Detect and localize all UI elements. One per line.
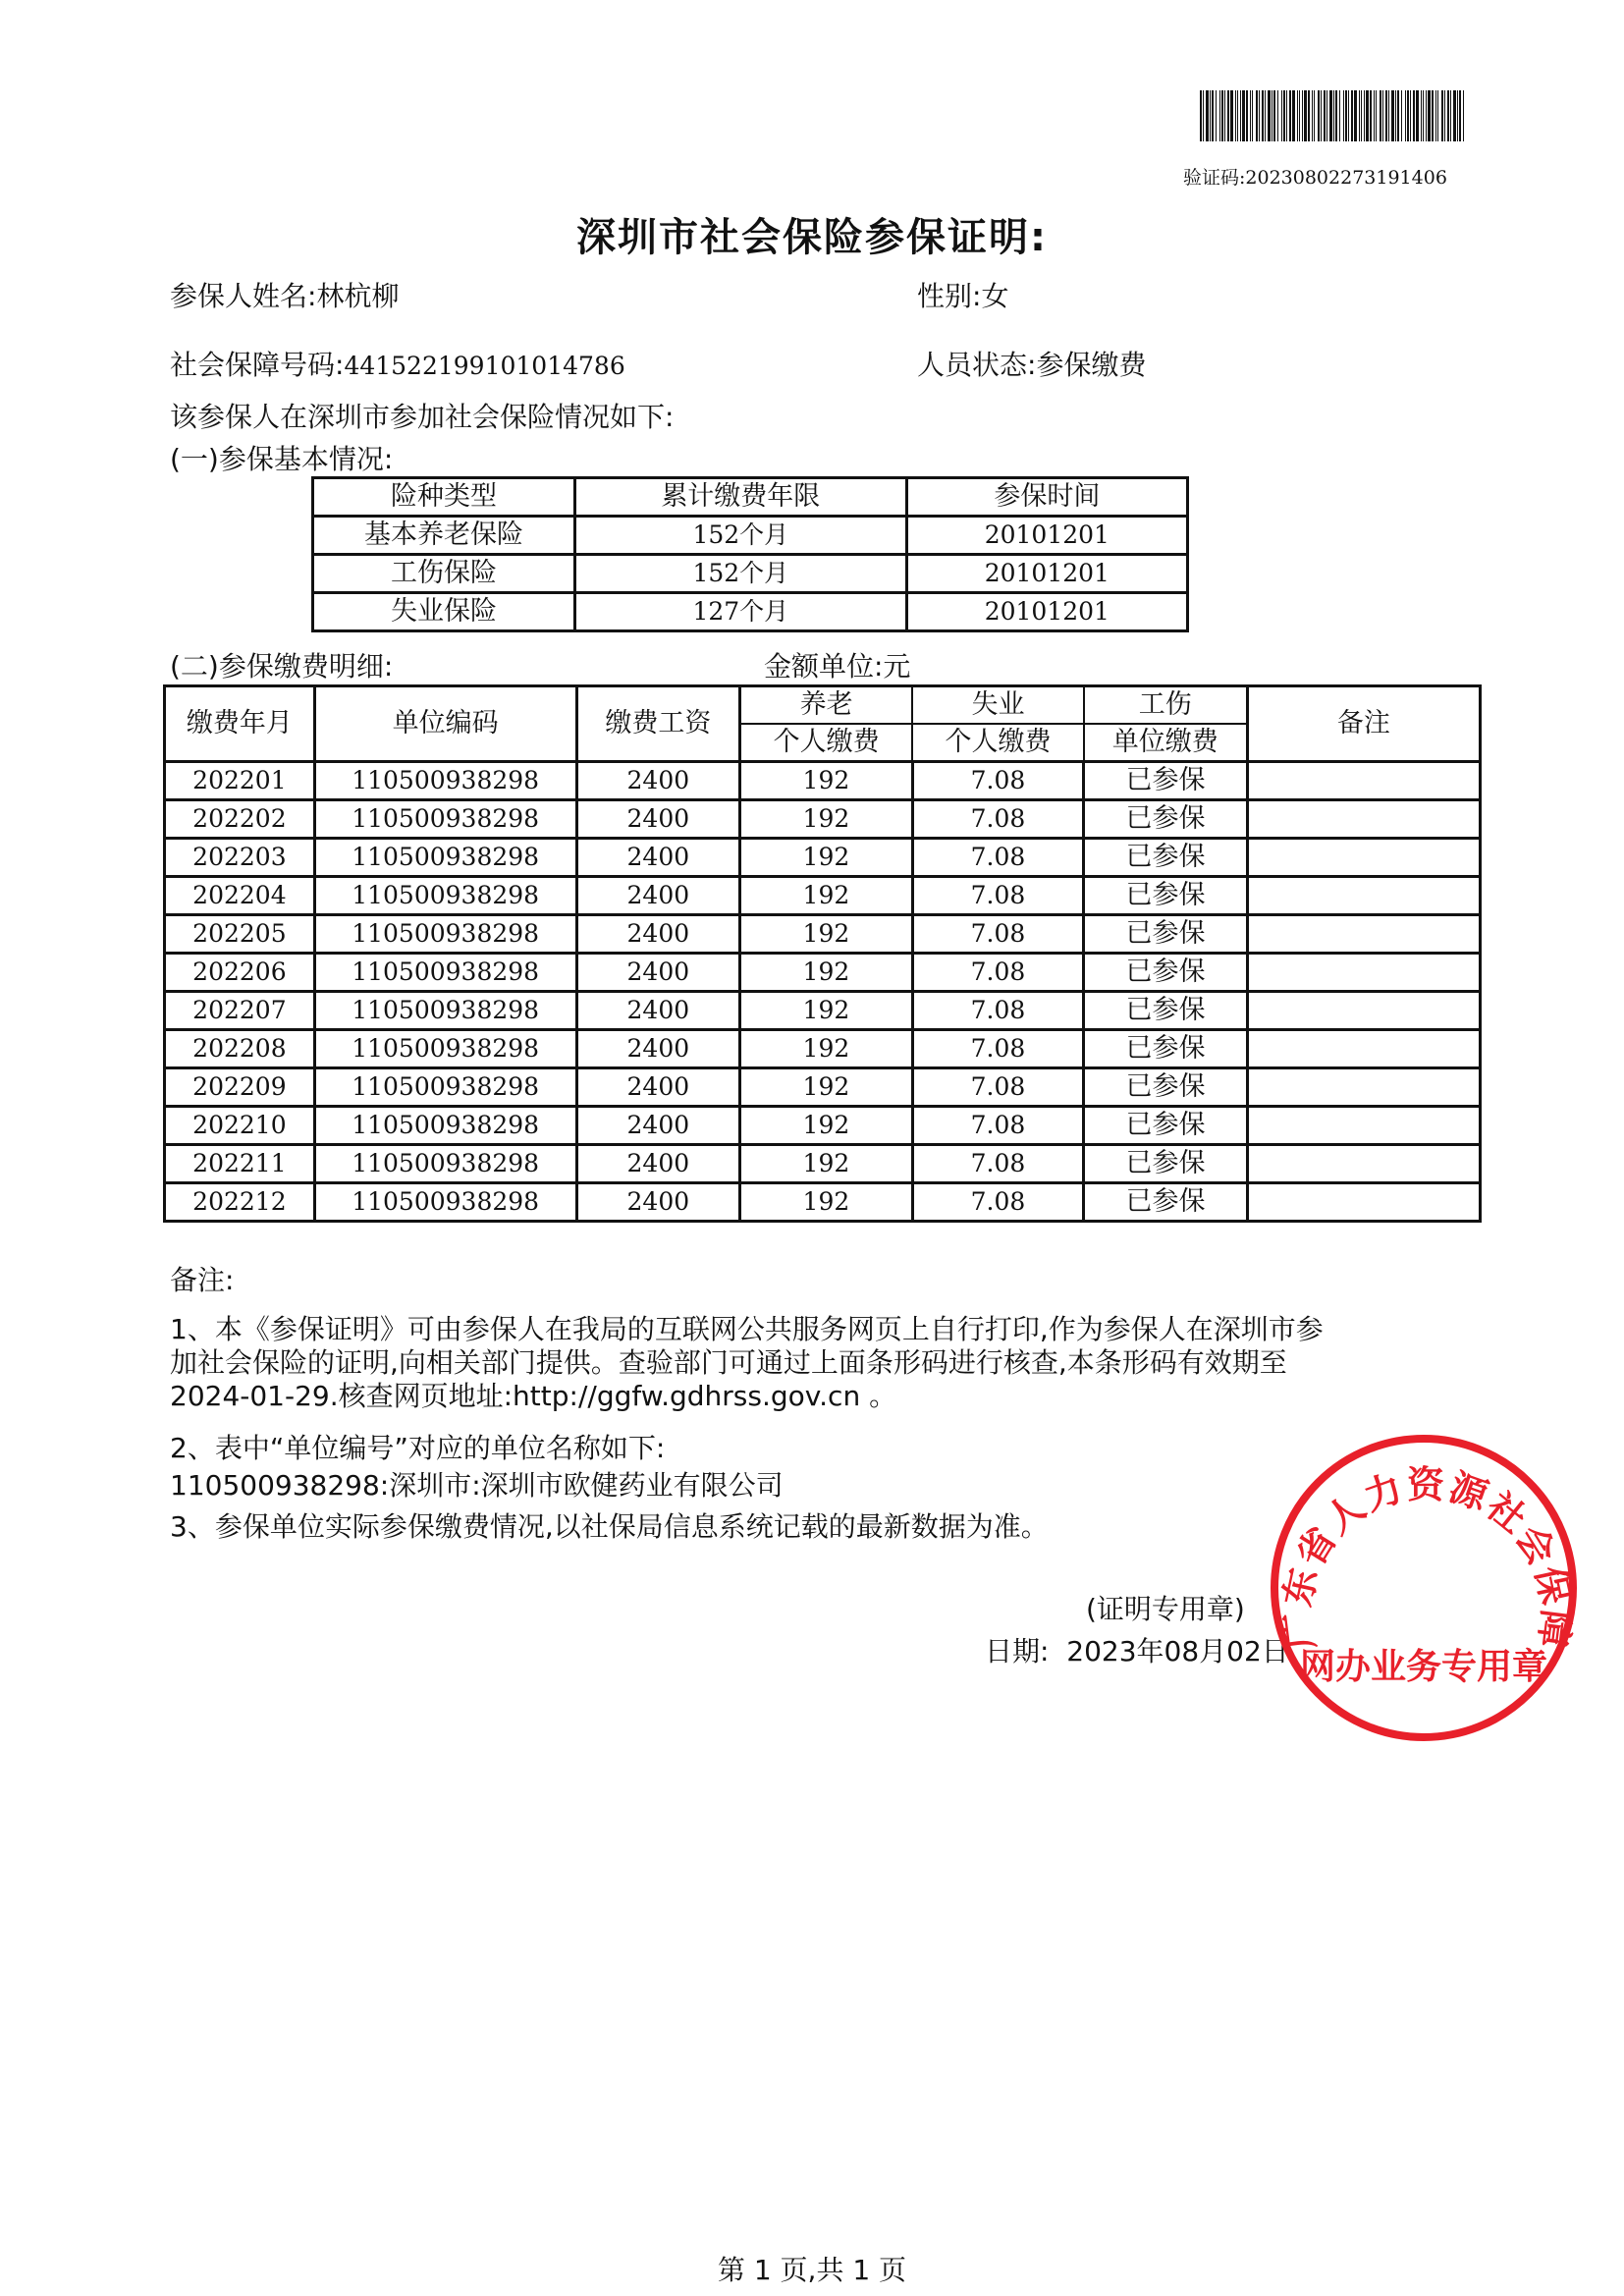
note-1c: 2024-01-29.核查网页地址:http://ggfw.gdhrss.gov.cn 。 <box>170 1380 897 1412</box>
barcode-bar <box>1292 90 1295 141</box>
barcode-bar <box>1308 90 1310 141</box>
table-cell: 110500938298 <box>314 1068 576 1107</box>
barcode-bar <box>1382 90 1383 141</box>
barcode-bar <box>1407 90 1409 141</box>
barcode-bar <box>1297 90 1298 141</box>
table-cell: 192 <box>740 839 913 877</box>
barcode-bar <box>1281 90 1282 141</box>
table-cell: 110500938298 <box>314 1183 576 1222</box>
table-row <box>165 954 1481 992</box>
name-label: 参保人姓名: <box>170 280 317 312</box>
barcode-bar <box>1240 90 1241 141</box>
barcode-bar <box>1321 90 1322 141</box>
seal-outer-text: 广东省人力资源社会保障 <box>1273 1462 1580 1653</box>
table-cell: 202205 <box>165 915 315 954</box>
table-row <box>165 800 1481 839</box>
barcode-bar <box>1447 90 1449 141</box>
verify-label: 验证码: <box>1183 167 1246 189</box>
col-pension: 养老 <box>740 686 913 725</box>
barcode-bar <box>1333 90 1334 141</box>
table-cell: 202208 <box>165 1030 315 1068</box>
barcode-bar <box>1268 90 1271 141</box>
table-cell: 2400 <box>576 915 740 954</box>
detail-header-row <box>165 686 1481 725</box>
barcode-bar <box>1318 90 1320 141</box>
table-cell: 192 <box>740 1183 913 1222</box>
table-cell: 已参保 <box>1084 1107 1247 1145</box>
barcode-bar <box>1299 90 1300 141</box>
barcode-bar <box>1351 90 1353 141</box>
barcode-bar <box>1423 90 1424 141</box>
table-cell: 已参保 <box>1084 1145 1247 1183</box>
table-cell <box>1247 1107 1480 1145</box>
basic-header-row <box>313 478 1188 517</box>
basic-cell: 工伤保险 <box>313 555 575 593</box>
barcode-bar <box>1212 90 1214 141</box>
barcode-bar <box>1289 90 1291 141</box>
date-value: 2023年08月02日 <box>1066 1635 1289 1667</box>
barcode-bar <box>1441 90 1443 141</box>
table-row <box>165 1107 1481 1145</box>
barcode-bar <box>1444 90 1445 141</box>
table-cell: 202207 <box>165 992 315 1030</box>
ssn-value: 441522199101014786 <box>344 352 625 380</box>
table-cell: 7.08 <box>912 1145 1084 1183</box>
table-cell: 202206 <box>165 954 315 992</box>
table-cell: 202203 <box>165 839 315 877</box>
table-cell: 110500938298 <box>314 762 576 800</box>
table-cell: 7.08 <box>912 954 1084 992</box>
barcode-bar <box>1304 90 1307 141</box>
intro-text: 该参保人在深圳市参加社会保险情况如下: <box>170 401 675 433</box>
table-cell: 202211 <box>165 1145 315 1183</box>
seal-inner-text: 网办业务专用章 <box>1299 1646 1548 1687</box>
barcode-bar <box>1426 90 1427 141</box>
table-cell: 2400 <box>576 1183 740 1222</box>
table-row <box>165 1030 1481 1068</box>
table-cell <box>1247 954 1480 992</box>
verification-barcode <box>1200 90 1465 141</box>
barcode-bar <box>1364 90 1365 141</box>
table-cell <box>1247 1030 1480 1068</box>
note-2b: 110500938298:深圳市:深圳市欧健药业有限公司 <box>170 1469 784 1502</box>
col-unit-code: 单位编码 <box>314 686 576 762</box>
barcode-bar <box>1210 90 1211 141</box>
basic-cell: 20101201 <box>906 593 1187 631</box>
barcode-bar <box>1421 90 1422 141</box>
table-cell: 已参保 <box>1084 1068 1247 1107</box>
table-cell <box>1247 839 1480 877</box>
table-cell: 192 <box>740 1068 913 1107</box>
section1-heading: (一)参保基本情况: <box>170 443 394 475</box>
table-cell: 7.08 <box>912 800 1084 839</box>
issue-date <box>985 1630 1289 1669</box>
barcode-bar <box>1416 90 1419 141</box>
payment-detail-table <box>163 684 1482 1223</box>
barcode-bar <box>1459 90 1461 141</box>
barcode-bar <box>1246 90 1248 141</box>
table-cell: 192 <box>740 1145 913 1183</box>
basic-row <box>313 555 1188 593</box>
gender-value: 女 <box>981 280 1009 312</box>
note-1b: 加社会保险的证明,向相关部门提供。查验部门可通过上面条形码进行核查,本条形码有效期至 <box>170 1346 1287 1379</box>
basic-cell: 20101201 <box>906 555 1187 593</box>
barcode-bar <box>1345 90 1347 141</box>
table-cell: 7.08 <box>912 762 1084 800</box>
barcode-bar <box>1326 90 1327 141</box>
barcode-bar <box>1361 90 1362 141</box>
table-cell: 2400 <box>576 1030 740 1068</box>
barcode-bar <box>1397 90 1399 141</box>
verify-value: 20230802273191406 <box>1245 167 1447 189</box>
barcode-bar <box>1302 90 1303 141</box>
table-cell: 202201 <box>165 762 315 800</box>
table-cell: 2400 <box>576 839 740 877</box>
table-cell <box>1247 1183 1480 1222</box>
barcode-bar <box>1370 90 1372 141</box>
barcode-bar <box>1286 90 1287 141</box>
basic-cell: 基本养老保险 <box>313 517 575 555</box>
barcode-bar <box>1354 90 1357 141</box>
col-month: 缴费年月 <box>165 686 315 762</box>
status-value: 参保缴费 <box>1036 349 1147 381</box>
barcode-bar <box>1388 90 1389 141</box>
barcode-bar <box>1235 90 1236 141</box>
barcode-bar <box>1366 90 1369 141</box>
table-cell <box>1247 915 1480 954</box>
table-cell: 202204 <box>165 877 315 915</box>
seal-note: (证明专用章) <box>1086 1593 1245 1625</box>
barcode-bar <box>1335 90 1337 141</box>
table-cell: 192 <box>740 877 913 915</box>
barcode-bar <box>1428 90 1431 141</box>
barcode-bar <box>1273 90 1275 141</box>
barcode-bar <box>1376 90 1377 141</box>
table-cell: 7.08 <box>912 915 1084 954</box>
barcode-bar <box>1413 90 1415 141</box>
table-cell <box>1247 1068 1480 1107</box>
barcode-bar <box>1203 90 1204 141</box>
table-cell: 192 <box>740 992 913 1030</box>
col-pension-personal: 个人缴费 <box>740 724 913 762</box>
table-row <box>165 877 1481 915</box>
table-cell: 已参保 <box>1084 877 1247 915</box>
verification-code <box>1183 163 1447 190</box>
basic-row <box>313 517 1188 555</box>
notes-heading: 备注: <box>170 1264 235 1296</box>
table-cell: 2400 <box>576 762 740 800</box>
section2-heading: (二)参保缴费明细: <box>170 650 394 683</box>
col-unemployment: 失业 <box>912 686 1084 725</box>
table-cell: 2400 <box>576 1107 740 1145</box>
barcode-bar <box>1283 90 1285 141</box>
barcode-bar <box>1324 90 1326 141</box>
table-cell: 2400 <box>576 954 740 992</box>
table-cell: 202210 <box>165 1107 315 1145</box>
barcode-bar <box>1206 90 1209 141</box>
table-cell: 7.08 <box>912 992 1084 1030</box>
table-cell: 192 <box>740 800 913 839</box>
gender-label: 性别: <box>917 280 982 312</box>
barcode-bar <box>1230 90 1233 141</box>
barcode-bar <box>1329 90 1332 141</box>
table-cell: 7.08 <box>912 839 1084 877</box>
date-label: 日期: <box>985 1635 1050 1667</box>
table-cell: 7.08 <box>912 1030 1084 1068</box>
barcode-bar <box>1463 90 1464 141</box>
col-injury: 工伤 <box>1084 686 1247 725</box>
barcode-bar <box>1457 90 1458 141</box>
table-cell: 已参保 <box>1084 915 1247 954</box>
table-cell: 已参保 <box>1084 1183 1247 1222</box>
barcode-bar <box>1374 90 1375 141</box>
person-name <box>170 275 399 314</box>
table-cell <box>1247 992 1480 1030</box>
barcode-bar <box>1200 90 1202 141</box>
table-row <box>165 762 1481 800</box>
barcode-bar <box>1453 90 1456 141</box>
table-cell: 7.08 <box>912 1068 1084 1107</box>
table-cell <box>1247 1145 1480 1183</box>
table-cell: 110500938298 <box>314 800 576 839</box>
table-row <box>165 1183 1481 1222</box>
table-cell: 110500938298 <box>314 954 576 992</box>
table-cell: 192 <box>740 1030 913 1068</box>
table-cell: 192 <box>740 915 913 954</box>
basic-insurance-table <box>311 476 1189 632</box>
status-label: 人员状态: <box>917 349 1037 381</box>
barcode-bar <box>1252 90 1253 141</box>
barcode-bar <box>1339 90 1340 141</box>
barcode-bar <box>1385 90 1387 141</box>
table-cell: 2400 <box>576 1145 740 1183</box>
basic-row <box>313 593 1188 631</box>
table-cell: 110500938298 <box>314 877 576 915</box>
barcode-bar <box>1435 90 1436 141</box>
note-3: 3、参保单位实际参保缴费情况,以社保局信息系统记载的最新数据为准。 <box>170 1510 1049 1543</box>
barcode-bar <box>1432 90 1434 141</box>
barcode-bar <box>1262 90 1264 141</box>
table-cell: 7.08 <box>912 877 1084 915</box>
barcode-bar <box>1237 90 1238 141</box>
col-injury-unit: 单位缴费 <box>1084 724 1247 762</box>
official-seal <box>1265 1429 1584 1748</box>
table-cell: 已参保 <box>1084 762 1247 800</box>
barcode-bar <box>1348 90 1349 141</box>
basic-cell: 127个月 <box>574 593 906 631</box>
note-1a: 1、本《参保证明》可由参保人在我局的互联网公共服务网页上自行打印,作为参保人在深圳市参 <box>170 1313 1324 1345</box>
basic-cell: 失业保险 <box>313 593 575 631</box>
barcode-bar <box>1224 90 1225 141</box>
name-value: 林杭柳 <box>316 280 400 312</box>
table-cell: 202212 <box>165 1183 315 1222</box>
table-cell: 192 <box>740 1107 913 1145</box>
barcode-bar <box>1242 90 1245 141</box>
table-cell: 202202 <box>165 800 315 839</box>
person-status <box>917 344 1146 383</box>
table-row <box>165 1068 1481 1107</box>
table-cell: 110500938298 <box>314 1107 576 1145</box>
barcode-bar <box>1405 90 1406 141</box>
barcode-bar <box>1359 90 1360 141</box>
basic-cell: 152个月 <box>574 517 906 555</box>
barcode-bar <box>1401 90 1402 141</box>
barcode-bar <box>1391 90 1394 141</box>
basic-header-cell: 累计缴费年限 <box>574 478 906 517</box>
ssn-label: 社会保障号码: <box>170 349 345 381</box>
barcode-bar <box>1450 90 1451 141</box>
table-cell: 202209 <box>165 1068 315 1107</box>
barcode-bar <box>1221 90 1223 141</box>
barcode-bar <box>1265 90 1266 141</box>
table-row <box>165 1145 1481 1183</box>
page-number: 第 1 页,共 1 页 <box>717 2254 907 2286</box>
table-cell: 7.08 <box>912 1107 1084 1145</box>
table-cell: 110500938298 <box>314 839 576 877</box>
table-cell <box>1247 877 1480 915</box>
table-cell: 110500938298 <box>314 1030 576 1068</box>
person-gender <box>917 275 1008 314</box>
table-cell: 2400 <box>576 877 740 915</box>
table-cell: 已参保 <box>1084 839 1247 877</box>
table-cell: 192 <box>740 954 913 992</box>
barcode-bar <box>1259 90 1260 141</box>
table-cell: 110500938298 <box>314 992 576 1030</box>
barcode-bar <box>1256 90 1258 141</box>
table-cell: 已参保 <box>1084 800 1247 839</box>
table-cell: 已参保 <box>1084 1030 1247 1068</box>
barcode-bar <box>1312 90 1313 141</box>
table-row <box>165 992 1481 1030</box>
barcode-bar <box>1395 90 1396 141</box>
table-cell: 110500938298 <box>314 915 576 954</box>
table-cell <box>1247 762 1480 800</box>
barcode-bar <box>1314 90 1315 141</box>
table-cell: 2400 <box>576 992 740 1030</box>
barcode-bar <box>1227 90 1229 141</box>
barcode-bar <box>1380 90 1381 141</box>
basic-cell: 20101201 <box>906 517 1187 555</box>
barcode-bar <box>1343 90 1344 141</box>
table-cell: 已参保 <box>1084 992 1247 1030</box>
table-row <box>165 839 1481 877</box>
table-row <box>165 915 1481 954</box>
table-cell: 192 <box>740 762 913 800</box>
amount-unit: 金额单位:元 <box>764 650 911 683</box>
barcode-bar <box>1277 90 1278 141</box>
page-title: 深圳市社会保险参保证明: <box>576 215 1048 260</box>
barcode-bar <box>1437 90 1438 141</box>
col-wage: 缴费工资 <box>576 686 740 762</box>
table-cell: 110500938298 <box>314 1145 576 1183</box>
basic-header-cell: 险种类型 <box>313 478 575 517</box>
basic-header-cell: 参保时间 <box>906 478 1187 517</box>
person-ssn <box>170 344 625 383</box>
col-unemployment-personal: 个人缴费 <box>912 724 1084 762</box>
barcode-bar <box>1250 90 1251 141</box>
table-cell: 已参保 <box>1084 954 1247 992</box>
col-remark: 备注 <box>1247 686 1480 762</box>
barcode-bar <box>1219 90 1220 141</box>
barcode-bar <box>1216 90 1217 141</box>
table-cell: 7.08 <box>912 1183 1084 1222</box>
table-cell: 2400 <box>576 800 740 839</box>
table-cell <box>1247 800 1480 839</box>
barcode-bar <box>1410 90 1411 141</box>
note-2a: 2、表中“单位编号”对应的单位名称如下: <box>170 1432 666 1464</box>
table-cell: 2400 <box>576 1068 740 1107</box>
basic-cell: 152个月 <box>574 555 906 593</box>
